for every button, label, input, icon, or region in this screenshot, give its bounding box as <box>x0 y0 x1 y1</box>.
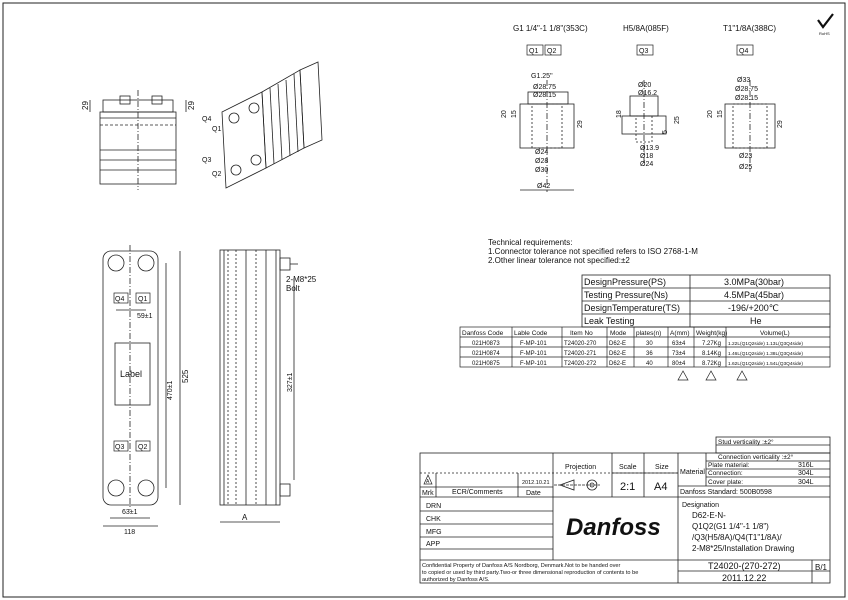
front-dim-59: 59±1 <box>137 313 153 320</box>
code-r0-c2: T24020-270 <box>564 341 597 347</box>
q1q2-d24: Ø24 <box>535 149 549 156</box>
drawing-number: T24020-(270-272) <box>708 561 781 571</box>
q4-d2875: Ø28.75 <box>735 86 758 93</box>
tech-line-1: 1.Connector tolerance not specified refers to ISO 2768-1-M <box>488 247 698 256</box>
role-app: APP <box>426 541 441 548</box>
danfoss-logo: Danfoss <box>566 514 661 541</box>
code-r1-c0: 021H0874 <box>472 351 500 357</box>
role-chk: CHK <box>426 516 441 523</box>
q4-d33: Ø33 <box>737 77 751 84</box>
code-r2-c5: 80±4 <box>672 361 686 367</box>
designation-2: Q1Q2(G1 1/4"-1 1/8") <box>692 522 769 531</box>
design-label-3: Leak Testing <box>584 316 635 326</box>
connection-verticality: Connection verticality :±2° <box>718 454 794 461</box>
mat-val-0: 316L <box>798 462 814 469</box>
code-r0-c7: 1.22L(Q1Q2side) 1.13L(Q3Q4side) <box>728 342 803 347</box>
danfoss-standard: Danfoss Standard: 500B0598 <box>680 489 772 496</box>
q4-d25: Ø25 <box>739 164 753 171</box>
q1q2-d2815: Ø28.15 <box>533 92 556 99</box>
q1q2-h15: 15 <box>511 110 518 118</box>
projection-label: Projection <box>565 464 597 471</box>
rohs-label: RoHS <box>819 31 830 36</box>
scale-label: Scale <box>619 464 637 471</box>
sheet-number: B/1 <box>815 563 828 572</box>
code-r1-c6: 8.14Kg <box>702 351 722 357</box>
drawing-date: 2011.12.22 <box>722 573 767 583</box>
code-r0-c4: 30 <box>646 341 653 347</box>
tech-line-2: 2.Other linear tolerance not specified:±2 <box>488 256 630 265</box>
code-r1-c4: 36 <box>646 351 653 357</box>
ecr-header: ECR/Comments <box>452 489 503 496</box>
code-h6: Weight(kg) <box>696 330 728 337</box>
size-label: Size <box>655 464 669 471</box>
rohs-check-icon <box>818 14 833 27</box>
designation-4: 2-M8*25/Installation Drawing <box>692 544 795 553</box>
code-r2-c0: 021H0875 <box>472 361 500 367</box>
design-value-0: 3.0MPa(30bar) <box>724 277 785 287</box>
confidential-1: Confidential Property of Danfoss A/S Nordborg, Denmark.Not to be handed over <box>422 563 621 569</box>
code-r2-c6: 8.72Kg <box>702 361 722 367</box>
q3-title: H5/8A(085F) <box>623 24 669 33</box>
code-r2-c7: 1.62L(Q1Q2side) 1.54L(Q3Q4side) <box>728 362 803 367</box>
mat-part-2: Cover plate: <box>708 479 744 486</box>
tech-heading: Technical requirements: <box>488 238 573 247</box>
scale-value: 2:1 <box>620 481 636 493</box>
code-r1-c7: 1.46L(Q1Q2side) 1.38L(Q3Q4side) <box>728 352 803 357</box>
rev-date: 2012.10.21 <box>522 480 550 486</box>
designation-1: D62-E-N- <box>692 511 726 520</box>
design-value-1: 4.5MPa(45bar) <box>724 290 785 300</box>
q3-h5: 5 <box>662 130 669 134</box>
q1q2-d28: Ø28 <box>535 158 549 165</box>
top-dim-left: 29 <box>81 101 90 110</box>
q3-d20: Ø20 <box>638 82 652 89</box>
top-side-view <box>90 90 186 190</box>
code-r2-c2: T24020-272 <box>564 361 597 367</box>
confidential-2: to copied or used by third party.Two-or three dimensional reproduction of contents to be <box>422 570 639 576</box>
q1q2-d30: Ø30 <box>535 167 549 174</box>
code-r1-c3: D62-E <box>609 351 627 357</box>
front-tag-q3: Q3 <box>115 444 125 451</box>
side-dim-bolt: Bolt <box>286 284 300 293</box>
q4-d2815: Ø28.15 <box>735 95 758 102</box>
q1q2-tag-q1: Q1 <box>529 48 539 55</box>
front-tag-q2: Q2 <box>138 444 148 451</box>
code-h1: Lable Code <box>514 330 548 337</box>
q1q2-tag-q2: Q2 <box>547 48 557 55</box>
isometric-view <box>222 62 322 188</box>
mat-val-1: 304L <box>798 470 814 477</box>
front-label: Label <box>120 369 143 379</box>
code-h3: Mode <box>610 330 627 337</box>
code-r1-c1: F-MP-101 <box>520 351 547 357</box>
stud-verticality: Stud verticality :±2° <box>718 439 774 446</box>
code-r1-c2: T24020-271 <box>564 351 597 357</box>
designation-3: /Q3(H5/8A)/Q4(T1"1/8A)/ <box>692 533 782 542</box>
q4-h15: 15 <box>717 110 724 118</box>
q1q2-title: G1 1/4"-1 1/8"(353C) <box>513 24 588 33</box>
mat-part-0: Plate material: <box>708 462 750 469</box>
code-r0-c5: 63±4 <box>672 341 686 347</box>
front-tag-q4: Q4 <box>115 296 125 303</box>
mat-part-1: Connection: <box>708 470 743 477</box>
q1q2-h29: 29 <box>577 120 584 128</box>
q1q2-d42: Ø42 <box>537 183 551 190</box>
front-dim-118: 118 <box>124 529 136 536</box>
q3-d139: Ø13.9 <box>640 145 660 152</box>
code-h7: Volume(L) <box>760 330 790 337</box>
date-header: Date <box>526 490 541 497</box>
q3-h25: 25 <box>674 116 681 124</box>
code-r0-c0: 021H0873 <box>472 341 500 347</box>
design-label-0: DesignPressure(PS) <box>584 277 667 287</box>
q4-title: T1"1/8A(388C) <box>723 24 777 33</box>
side-dim-327: 327±1 <box>287 372 294 392</box>
q3-d24: Ø24 <box>640 161 654 168</box>
code-h5: A(mm) <box>670 330 690 337</box>
q3-tag: Q3 <box>639 48 649 55</box>
front-dim-525: 525 <box>181 369 190 383</box>
code-h0: Danfoss Code <box>462 330 504 337</box>
code-r1-c5: 73±4 <box>672 351 686 357</box>
confidential-3: authorized by Danfoss A/S. <box>422 577 490 583</box>
design-value-3: He <box>750 316 762 326</box>
q4-h20: 20 <box>707 110 714 118</box>
top-dim-right: 29 <box>187 101 196 110</box>
code-rows <box>472 341 803 367</box>
q4-tag: Q4 <box>739 48 749 55</box>
front-dim-63: 63±1 <box>122 509 138 516</box>
size-value: A4 <box>654 481 668 493</box>
q3-d162: Ø16.2 <box>638 90 658 97</box>
side-dim-a: A <box>242 513 248 522</box>
rev-mark: A <box>426 479 430 485</box>
design-label-2: DesignTemperature(TS) <box>584 303 681 313</box>
front-tag-q1: Q1 <box>138 296 148 303</box>
iso-q2: Q2 <box>212 171 222 178</box>
designation-label: Designation <box>682 502 719 509</box>
material-label: Material <box>680 469 705 476</box>
q4-h29: 29 <box>777 120 784 128</box>
iso-q3: Q3 <box>202 157 212 164</box>
code-r0-c1: F-MP-101 <box>520 341 547 347</box>
front-dim-470: 470±1 <box>167 380 174 400</box>
design-label-1: Testing Pressure(Ns) <box>584 290 669 300</box>
code-r2-c3: D62-E <box>609 361 627 367</box>
revision-triangles <box>678 371 747 380</box>
code-r2-c1: F-MP-101 <box>520 361 547 367</box>
side-dim-bolt-spec: 2-M8*25 <box>286 275 317 284</box>
role-mfg: MFG <box>426 529 442 536</box>
code-r0-c3: D62-E <box>609 341 627 347</box>
role-drn: DRN <box>426 503 442 510</box>
code-h4: plates(n) <box>636 330 662 337</box>
q4-d23: Ø23 <box>739 153 753 160</box>
design-value-2: -196/+200℃ <box>728 303 779 313</box>
code-r2-c4: 40 <box>646 361 653 367</box>
q1q2-h20: 20 <box>501 110 508 118</box>
code-h2: Item No <box>570 330 593 337</box>
iso-q1: Q1 <box>212 126 222 133</box>
q1q2-d2875: Ø28.75 <box>533 84 556 91</box>
mrk-header: Mrk <box>422 490 434 497</box>
q3-d18: Ø18 <box>640 153 654 160</box>
code-r0-c6: 7.27Kg <box>702 341 722 347</box>
q1q2-g125: G1.25" <box>531 73 553 80</box>
mat-val-2: 304L <box>798 479 814 486</box>
q3-h18: 18 <box>616 110 623 118</box>
projection-symbol-icon <box>554 480 600 490</box>
iso-q4: Q4 <box>202 116 212 123</box>
